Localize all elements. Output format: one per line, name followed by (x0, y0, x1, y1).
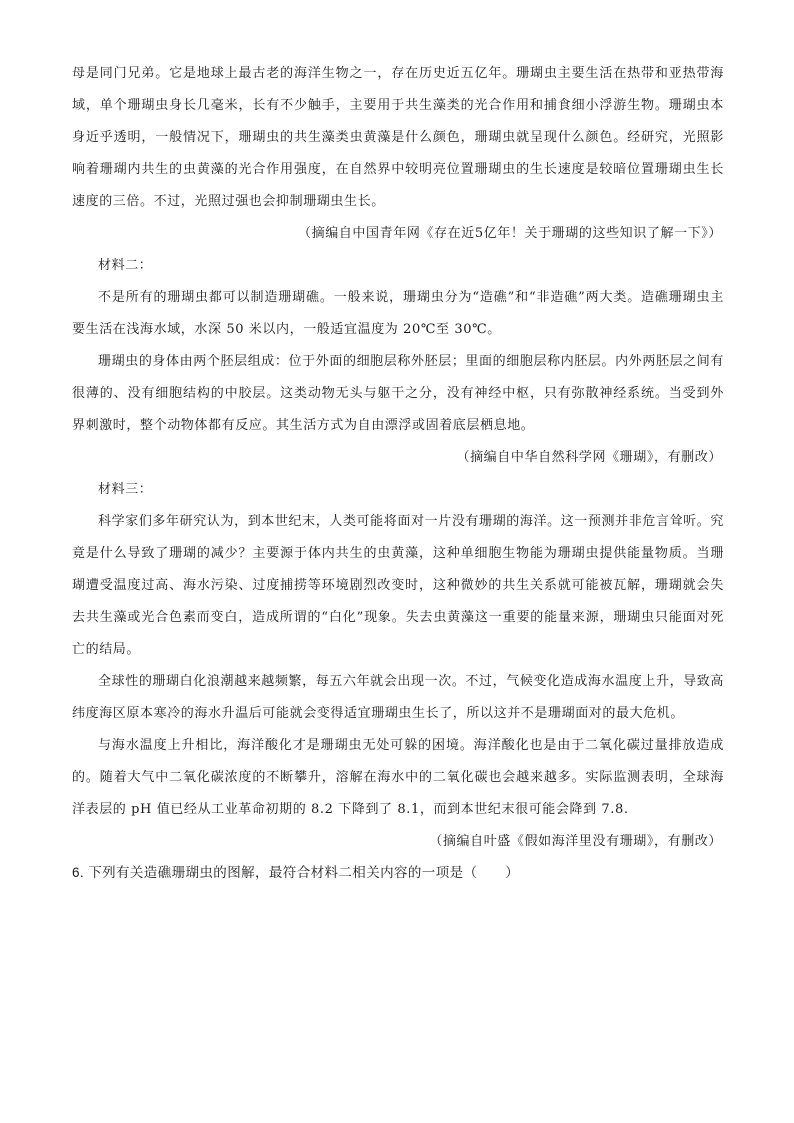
material2-heading: 材料二： (98, 258, 153, 273)
material2-paragraph-2: 珊瑚虫的身体由两个胚层组成：位于外面的细胞层称外胚层；里面的细胞层称内胚层。内外两胚层之间有很薄的、没有细胞结构的中胶层。这类动物无头与躯干之分，没有神经中枢，只有弥散神经系统。当受到外界刺激时，整个动物体都有反应。其生活方式为自由漂浮或固着底层栖息地。 (72, 354, 724, 433)
question-6: 6. 下列有关造礁珊瑚虫的图解，最符合材料二相关内容的一项是（ ） (72, 865, 520, 880)
material2-source: （摘编自中华自然科学网《珊瑚》，有删改） (456, 450, 722, 465)
material3-paragraph-2: 全球性的珊瑚白化浪潮越来越频繁，每五六年就会出现一次。不过，气候变化造成海水温度上升，导致高纬度海区原本寒冷的海水升温后可能就会变得适宜珊瑚虫生长了，所以这并不是珊瑚面对的最大危机。 (72, 674, 724, 721)
material3-paragraph-3: 与海水温度上升相比，海洋酸化才是珊瑚虫无处可躲的困境。海洋酸化也是由于二氧化碳过量排放造成的。随着大气中二氧化碳浓度的不断攀升，溶解在海水中的二氧化碳也会越来越多。实际监测表明，全球海洋表层的 pH 值已经从工业革命初期的 8.2 下降到了 8.1，而到本世纪末很可能会降到 7.8. (72, 738, 724, 817)
document-page (72, 58, 724, 888)
material1-source: （摘编自中国青年网《存在近5亿年！关于珊瑚的这些知识了解一下》） (298, 226, 722, 241)
material3-paragraph-1: 科学家们多年研究认为，到本世纪末，人类可能将面对一片没有珊瑚的海洋。这一预测并非危言耸听。究竟是什么导致了珊瑚的减少？主要源于体内共生的虫黄藻，这种单细胞生物能为珊瑚虫提供能量物质。当珊瑚遭受温度过高、海水污染、过度捕捞等环境剧烈改变时，这种微妙的共生关系就可能被瓦解，珊瑚就会失去共生藻或光合色素而变白，造成所谓的“白化”现象。失去虫黄藻这一重要的能量来源，珊瑚虫只能面对死亡的结局。 (72, 514, 724, 657)
material2-paragraph-1: 不是所有的珊瑚虫都可以制造珊瑚礁。一般来说，珊瑚虫分为“造礁”和“非造礁”两大类。造礁珊瑚虫主要生活在浅海水域，水深 50 米以内，一般适宜温度为 20℃至 30℃。 (72, 290, 724, 337)
material1-paragraph-tail: 母是同门兄弟。它是地球上最古老的海洋生物之一，存在历史近五亿年。珊瑚虫主要生活在热带和亚热带海域，单个珊瑚虫身长几毫米，长有不少触手，主要用于共生藻类的光合作用和捕食细小浮游生物。珊瑚虫本身近乎透明，一般情况下，珊瑚虫的共生藻类虫黄藻是什么颜色，珊瑚虫就呈现什么颜色。经研究，光照影响着珊瑚内共生的虫黄藻的光合作用强度，在自然界中较明亮位置珊瑚虫的生长速度是较暗位置珊瑚虫生长速度的三倍。不过，光照过强也会抑制珊瑚虫生长。 (72, 66, 724, 209)
material3-heading: 材料三： (98, 482, 153, 497)
material3-source: （摘编自叶盛《假如海洋里没有珊瑚》，有删改） (429, 834, 722, 849)
